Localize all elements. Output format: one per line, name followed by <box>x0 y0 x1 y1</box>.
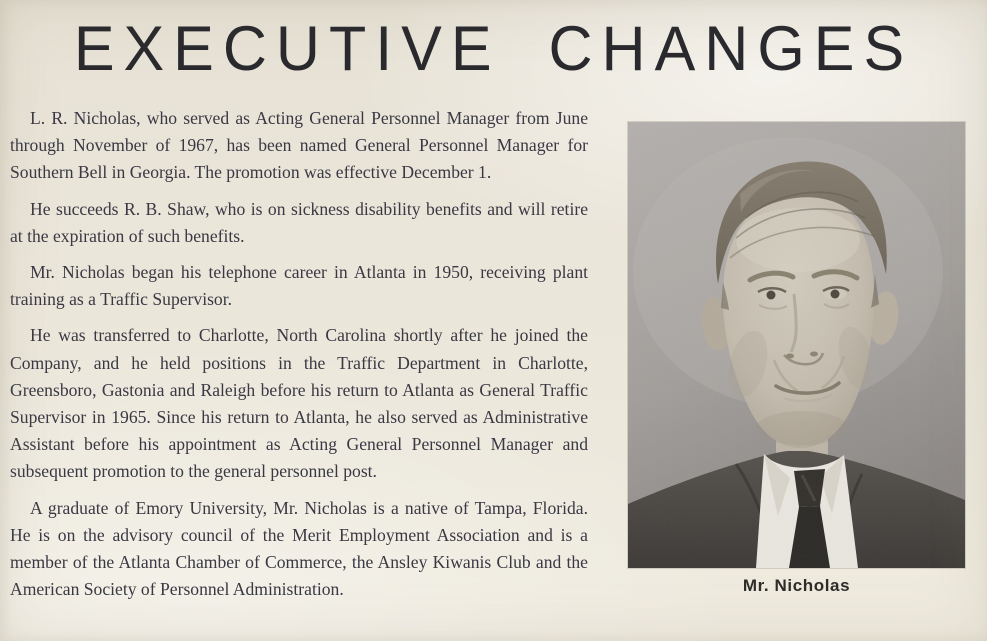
article-paragraph: He was transferred to Charlotte, North Carolina shortly after he joined the Company, and he held positions in the Traffic Department in Charlotte, Greensboro, Gastonia and Raleigh before his return to Atlanta as General Traffic Supervisor in 1965. Since his return to Atlanta, he also served as Administrative Assistant before his appointment as Acting General Personnel Manager and subsequent promotion to the general personnel post. <box>10 325 588 482</box>
page-title: EXECUTIVE CHANGES <box>73 12 914 84</box>
portrait-photo <box>628 122 965 568</box>
article-column <box>10 105 588 612</box>
portrait-illustration <box>628 122 965 568</box>
article-paragraph: He succeeds R. B. Shaw, who is on sickness disability benefits and will retire at the expiration of such benefits. <box>10 198 588 246</box>
photo-caption: Mr. Nicholas <box>742 576 851 595</box>
article-paragraph: A graduate of Emory University, Mr. Nicholas is a native of Tampa, Florida. He is on the advisory council of the Merit Employment Association and is a member of the Atlanta Chamber of Commerce, the Ansley Kiwanis Club and the American Society of Personnel Administration. <box>10 497 588 600</box>
article-paragraph: Mr. Nicholas began his telephone career in Atlanta in 1950, receiving plant training as a Traffic Supervisor. <box>10 262 588 310</box>
article-paragraph: L. R. Nicholas, who served as Acting General Personnel Manager from June through November of 1967, has been named General Personnel Manager for Southern Bell in Georgia. The promotion was effective December 1. <box>10 108 588 183</box>
